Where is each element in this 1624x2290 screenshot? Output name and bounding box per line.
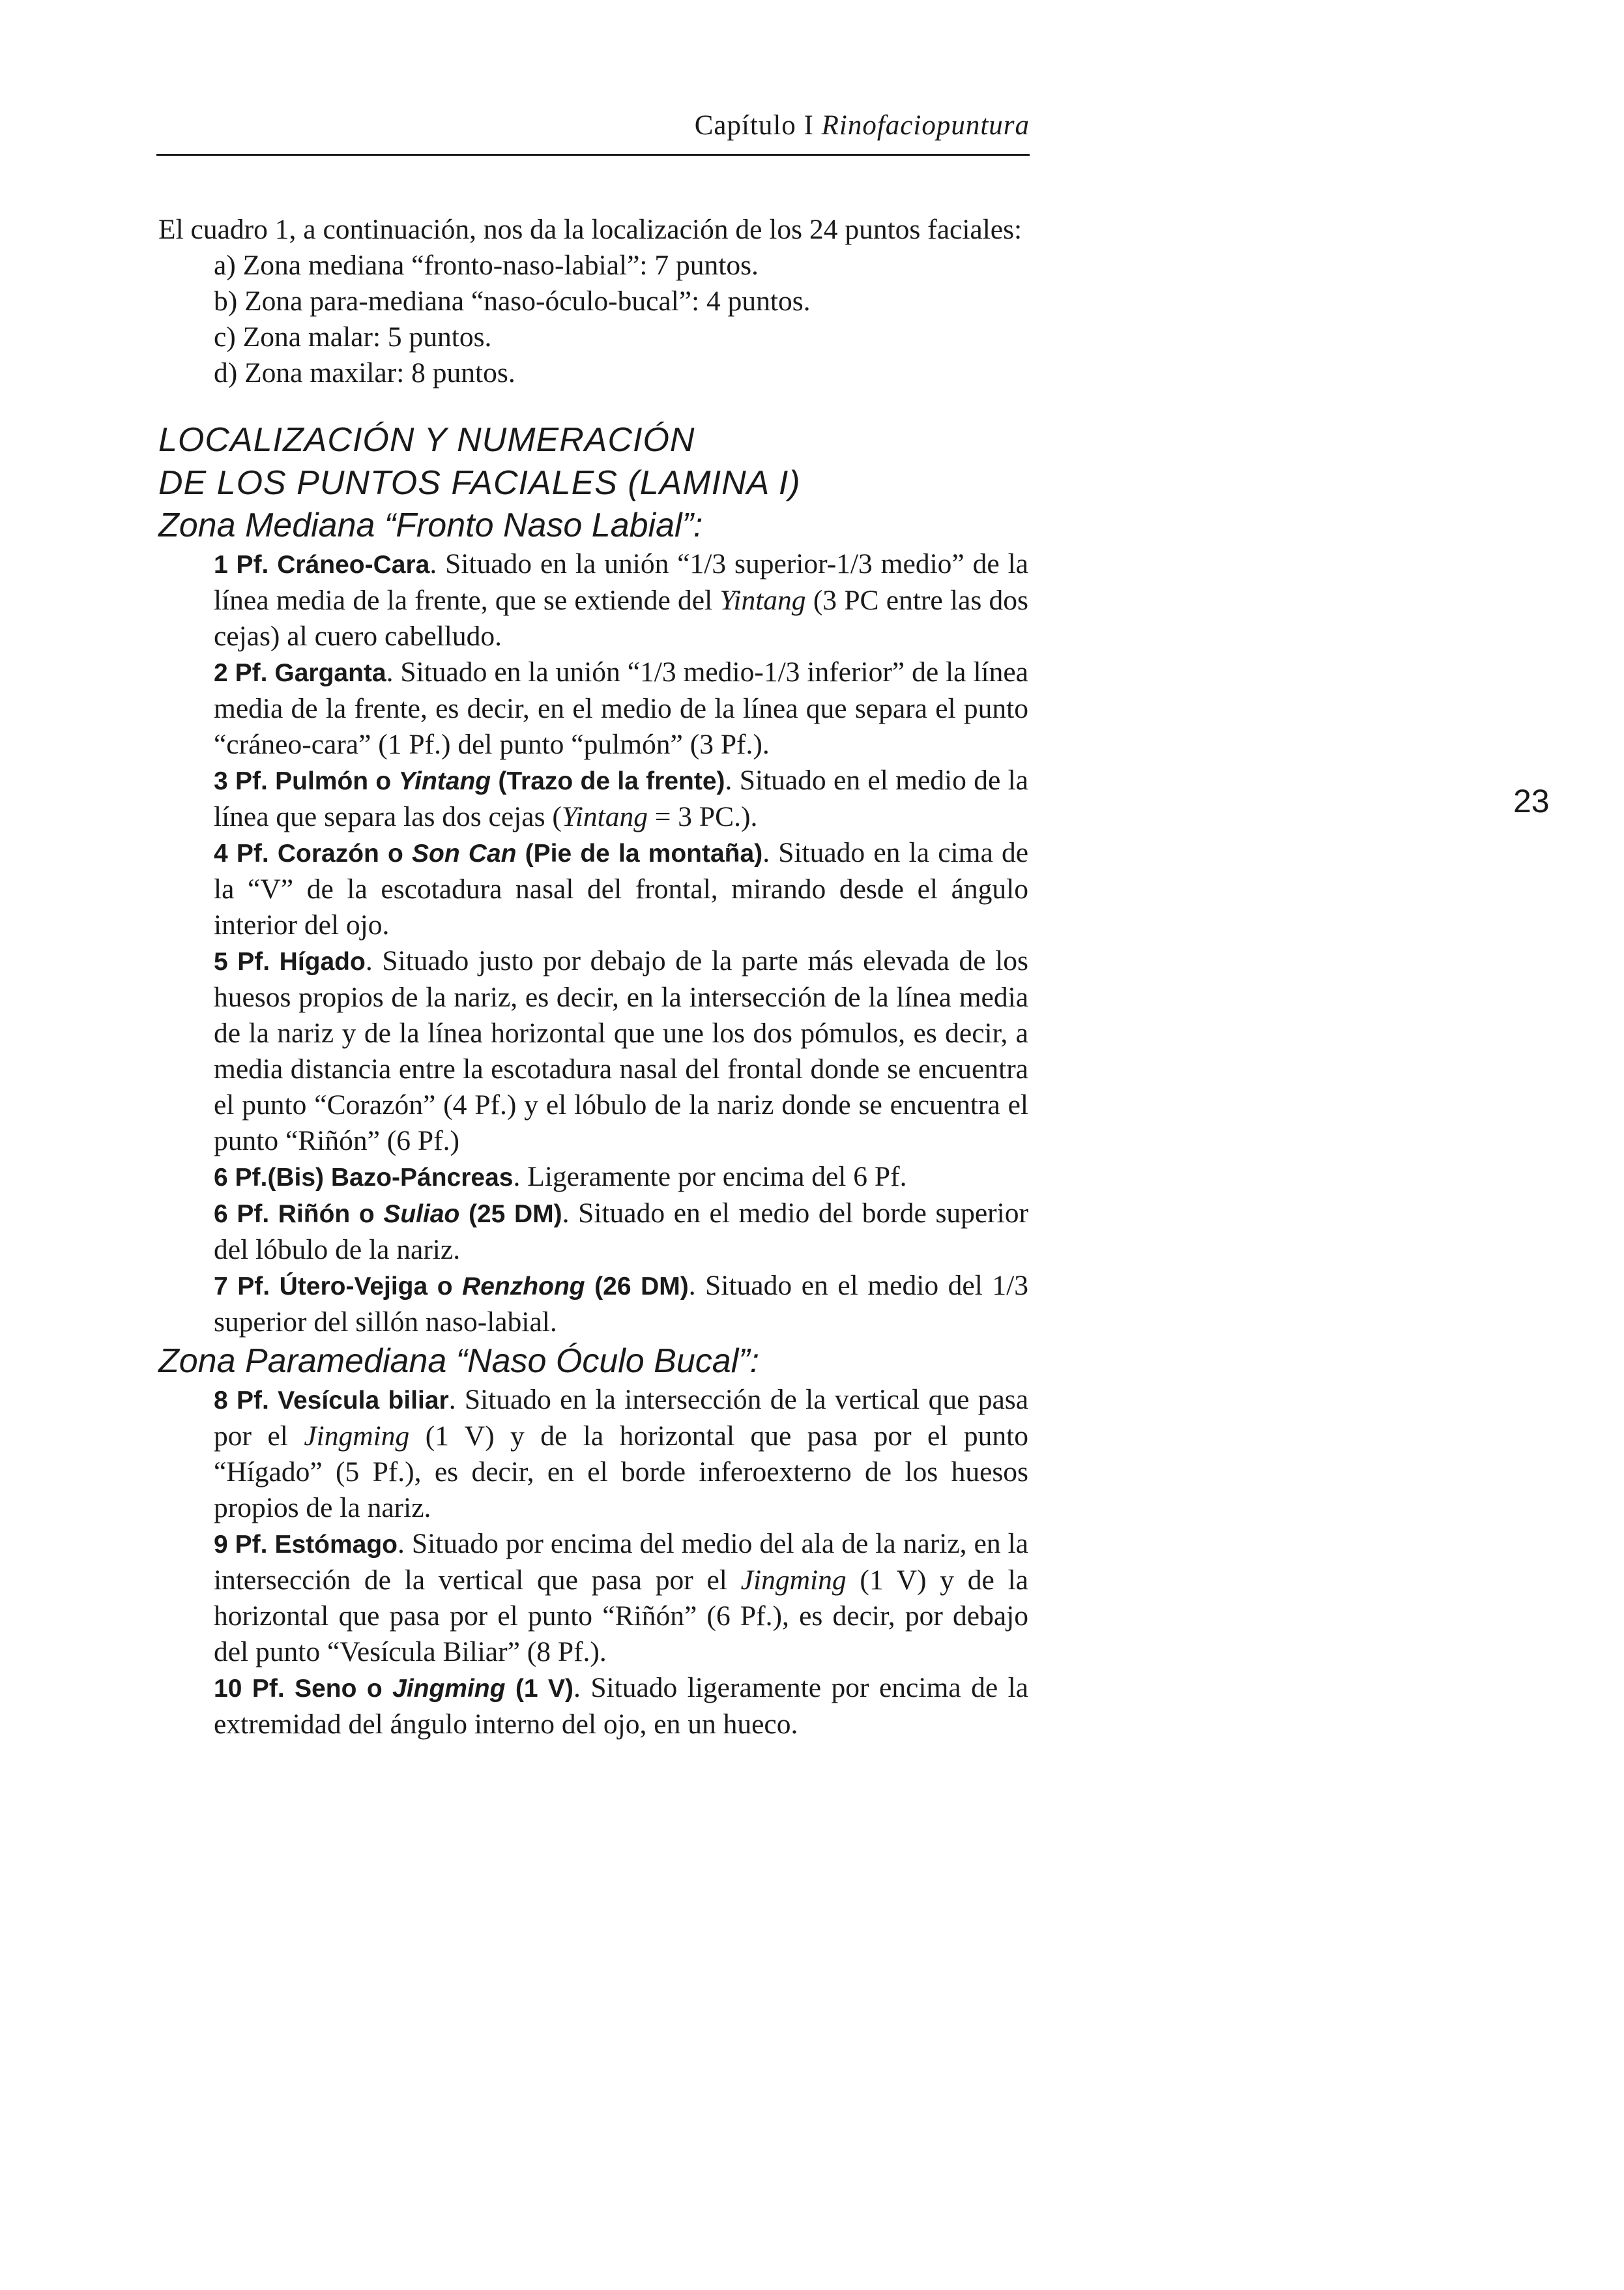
- point-entry: [214, 1670, 1028, 1742]
- point-label-suffix: (Trazo de la frente): [491, 767, 725, 795]
- point-text: . Situado en el medio del 1/3 superior del sillón naso-labial.: [214, 1270, 1028, 1338]
- point-text: . Situado en el medio de la línea que separa las dos cejas (: [214, 765, 1028, 832]
- point-label-term: Jingming: [392, 1675, 506, 1703]
- point-label: 3 Pf. Pulmón o: [214, 767, 399, 795]
- running-header: [156, 110, 1030, 141]
- point-label: 6 Pf. Riñón o: [214, 1200, 384, 1228]
- point-label-suffix: (26 DM): [585, 1272, 689, 1300]
- list-item: c) Zona malar: 5 puntos.: [214, 321, 492, 353]
- zone-list: [158, 248, 1028, 391]
- list-item: b) Zona para-mediana “naso-óculo-bucal”: 4 puntos.: [214, 286, 811, 317]
- list-item: a) Zona mediana “fronto-naso-labial”: 7 puntos.: [214, 250, 759, 281]
- point-term: Yintang: [561, 801, 648, 832]
- section-title-line-2: DE LOS PUNTOS FACIALES (LAMINA I): [158, 464, 801, 502]
- point-text: . Situado en la cima de la “V” de la escotadura nasal del frontal, mirando desde el ángulo interior del ojo.: [214, 837, 1029, 941]
- point-label: 5 Pf. Hígado: [214, 948, 366, 976]
- point-text: (1 V) y de la horizontal que pasa por el punto “Riñón” (6 Pf.), es decir, por debajo del punto “Vesícula Biliar” (8 Pf.).: [214, 1564, 1028, 1667]
- point-entry: [214, 654, 1028, 763]
- point-term: Yintang: [719, 585, 806, 616]
- point-label: 9 Pf. Estómago: [214, 1531, 398, 1559]
- point-text: . Situado en la unión “1/3 medio-1/3 inferior” de la línea media de la frente, es decir, en el medio de la línea que separa el punto “cráneo-cara” (1 Pf.) del punto “pulmón” (3 Pf.).: [214, 656, 1028, 760]
- point-text: . Situado por encima del medio del ala de la nariz, en la intersección de la vertical que pasa por el: [214, 1528, 1028, 1596]
- point-text: . Situado en el medio del borde superior del lóbulo de la nariz.: [214, 1197, 1028, 1265]
- point-text: (1 V) y de la horizontal que pasa por el punto “Hígado” (5 Pf.), es decir, en el borde inferoexterno de los huesos propios de la nariz.: [214, 1420, 1028, 1523]
- page-body: [158, 212, 1028, 1742]
- point-entry: [214, 1268, 1028, 1340]
- chapter-label: Capítulo I: [694, 110, 814, 141]
- point-label: 10 Pf. Seno o: [214, 1675, 393, 1703]
- point-label-term: Son Can: [411, 840, 517, 868]
- book-title: Rinofaciopuntura: [821, 110, 1030, 141]
- point-label-term: Yintang: [398, 767, 491, 795]
- zone-entries-mediana: [214, 546, 1028, 1340]
- point-label-suffix: (Pie de la montaña): [516, 840, 763, 868]
- page-number: 23: [1513, 783, 1550, 819]
- list-item: d) Zona maxilar: 8 puntos.: [214, 357, 515, 389]
- point-text: = 3 PC.).: [648, 801, 758, 832]
- point-text: . Situado en la intersección de la vertical que pasa por el: [214, 1384, 1028, 1452]
- point-entry: [214, 1382, 1028, 1526]
- intro-paragraph: El cuadro 1, a continuación, nos da la localización de los 24 puntos faciales:: [158, 214, 1022, 245]
- point-entry: [214, 835, 1028, 943]
- point-label: 8 Pf. Vesícula biliar: [214, 1387, 449, 1415]
- point-text: . Situado justo por debajo de la parte más elevada de los huesos propios de la nariz, es decir, en la intersección de la línea media de la nariz y de la línea horizontal que une los dos pómulos, es decir, a media distancia entre la escotadura nasal del frontal donde se encuentra el punto “Corazón” (4 Pf.) y el lóbulo de la nariz donde se encuentra el punto “Riñón” (6 Pf.): [214, 945, 1028, 1156]
- point-entry: [214, 1526, 1028, 1670]
- zone-entries-paramediana: [214, 1382, 1028, 1742]
- point-term: Jingming: [740, 1564, 847, 1596]
- zone-heading-mediana: Zona Mediana “Fronto Naso Labial”:: [158, 506, 703, 544]
- point-text: . Situado ligeramente por encima de la extremidad del ángulo interno del ojo, en un hueco.: [214, 1672, 1028, 1740]
- point-label: 1 Pf. Cráneo-Cara: [214, 551, 430, 579]
- zone-heading-paramediana: Zona Paramediana “Naso Óculo Bucal”:: [158, 1342, 760, 1380]
- point-label-term: Suliao: [383, 1200, 460, 1228]
- section-title: [158, 418, 1028, 505]
- point-text: . Ligeramente por encima del 6 Pf.: [513, 1161, 907, 1192]
- point-text: . Situado en la unión “1/3 superior-1/3 medio” de la línea media de la frente, que se extiende del: [214, 548, 1028, 616]
- point-label-suffix: (25 DM): [459, 1200, 562, 1228]
- point-label-term: Renzhong: [462, 1272, 585, 1300]
- point-text: (3 PC entre las dos cejas) al cuero cabelludo.: [214, 585, 1028, 652]
- point-term: Jingming: [304, 1420, 410, 1452]
- point-label: 6 Pf.(Bis) Bazo-Páncreas: [214, 1164, 514, 1192]
- section-title-line-1: LOCALIZACIÓN Y NUMERACIÓN: [158, 421, 695, 459]
- point-entry: [214, 763, 1028, 835]
- point-entry: [214, 943, 1028, 1159]
- point-entry: [214, 546, 1028, 654]
- point-label: 4 Pf. Corazón o: [214, 840, 412, 868]
- point-entry: [214, 1196, 1028, 1268]
- header-rule: [156, 154, 1030, 156]
- point-label: 2 Pf. Garganta: [214, 659, 386, 687]
- point-entry: [214, 1159, 1028, 1196]
- point-label-suffix: (1 V): [505, 1675, 574, 1703]
- point-label: 7 Pf. Útero-Vejiga o: [214, 1272, 463, 1300]
